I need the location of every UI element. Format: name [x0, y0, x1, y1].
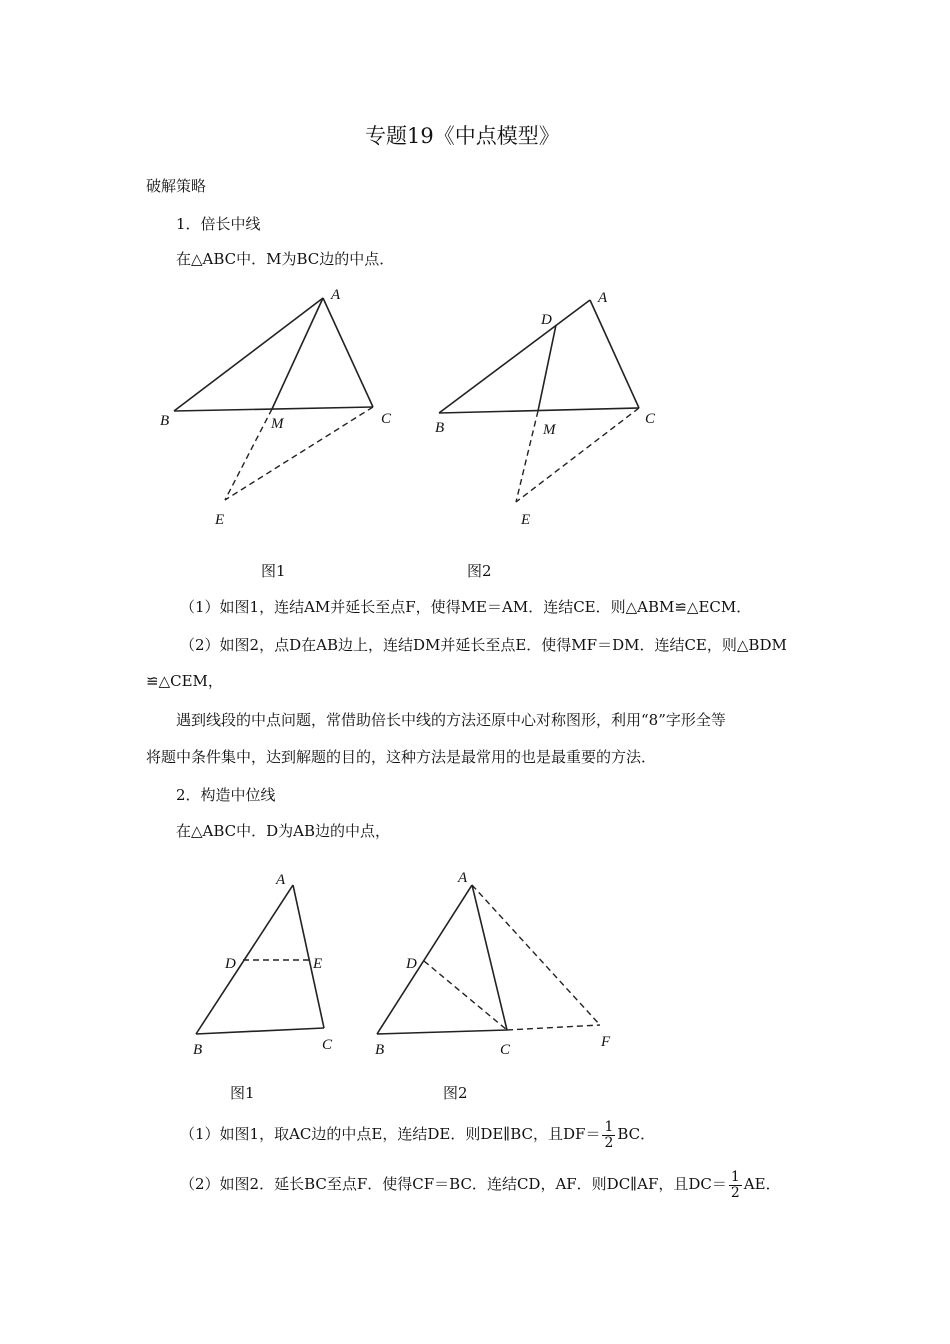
part2-item-2-tail: AE．: [743, 1175, 781, 1193]
point-c-label: C: [645, 411, 656, 427]
part1-fig1-caption: 图1: [261, 562, 286, 580]
point-c-label: C: [381, 411, 392, 427]
part1-intro: 在△ABC中．M为BC边的中点．: [176, 250, 395, 268]
point-c-label: C: [322, 1037, 333, 1053]
segment-af: [472, 885, 600, 1025]
point-a-label: A: [276, 872, 286, 888]
point-d-label: D: [541, 312, 552, 328]
segment-cf: [507, 1025, 600, 1030]
section-heading: 破解策略: [146, 177, 207, 195]
part2-item-2-text: （2）如图2．延长BC至点F．使得CF＝BC．连结CD，AF．则DC∥AF，且DC＝: [180, 1175, 727, 1193]
point-d-label: D: [406, 956, 417, 972]
part1-item-2-line2: ≌△CEM，: [146, 672, 223, 690]
segment-dc: [424, 961, 507, 1030]
point-b-label: B: [375, 1042, 385, 1058]
point-e-label: E: [313, 956, 323, 972]
part1-heading: 1．倍长中线: [176, 215, 261, 233]
fraction-one-half: [602, 1120, 615, 1151]
part2-fig1-caption: 图1: [230, 1084, 255, 1102]
point-e-label: E: [521, 512, 531, 528]
point-e-label: E: [215, 512, 225, 528]
segment-ac: [472, 885, 507, 1030]
part2-item-1-tail: BC．: [617, 1125, 656, 1143]
page-title: 专题19《中点模型》: [365, 124, 560, 148]
fraction-numerator: 1: [730, 1168, 740, 1185]
point-d-label: D: [225, 956, 236, 972]
point-m-label: M: [271, 416, 284, 432]
segment-bc: [377, 1030, 507, 1034]
point-f-label: F: [601, 1034, 611, 1050]
part2-fig2-caption: 图2: [443, 1084, 468, 1102]
point-a-label: A: [598, 290, 608, 306]
fraction-numerator: 1: [604, 1118, 614, 1135]
part2-item-1: [180, 1116, 655, 1152]
part2-heading: 2．构造中位线: [176, 786, 276, 804]
part1-item-1: （1）如图1，连结AM并延长至点F，使得ME＝AM．连结CE．则△ABM≌△ECM．: [180, 598, 752, 616]
part1-paragraph-line1: 遇到线段的中点问题，常借助倍长中线的方法还原中心对称图形，利用“8”字形全等: [176, 711, 726, 729]
part1-paragraph-line2: 将题中条件集中，达到解题的目的，这种方法是最常用的也是最重要的方法．: [146, 748, 657, 766]
point-m-label: M: [543, 422, 556, 438]
point-c-label: C: [500, 1042, 511, 1058]
part2-item-2: [180, 1166, 781, 1202]
fraction-denominator: 2: [604, 1134, 614, 1151]
point-a-label: A: [458, 870, 468, 886]
point-b-label: B: [193, 1042, 203, 1058]
segment-ab: [377, 885, 472, 1034]
fraction-denominator: 2: [730, 1184, 740, 1201]
point-a-label: A: [331, 287, 341, 303]
part1-item-2-line1: （2）如图2，点D在AB边上，连结DM并延长至点E．使得MF＝DM．连结CE，则△BDM: [180, 636, 787, 654]
point-b-label: B: [435, 420, 445, 436]
point-b-label: B: [160, 413, 170, 429]
part2-item-1-text: （1）如图1，取AC边的中点E，连结DE．则DE∥BC，且DF＝: [180, 1125, 601, 1143]
fraction-one-half: [729, 1170, 742, 1201]
part1-fig2-caption: 图2: [467, 562, 492, 580]
part2-intro: 在△ABC中．D为AB边的中点，: [176, 822, 391, 840]
